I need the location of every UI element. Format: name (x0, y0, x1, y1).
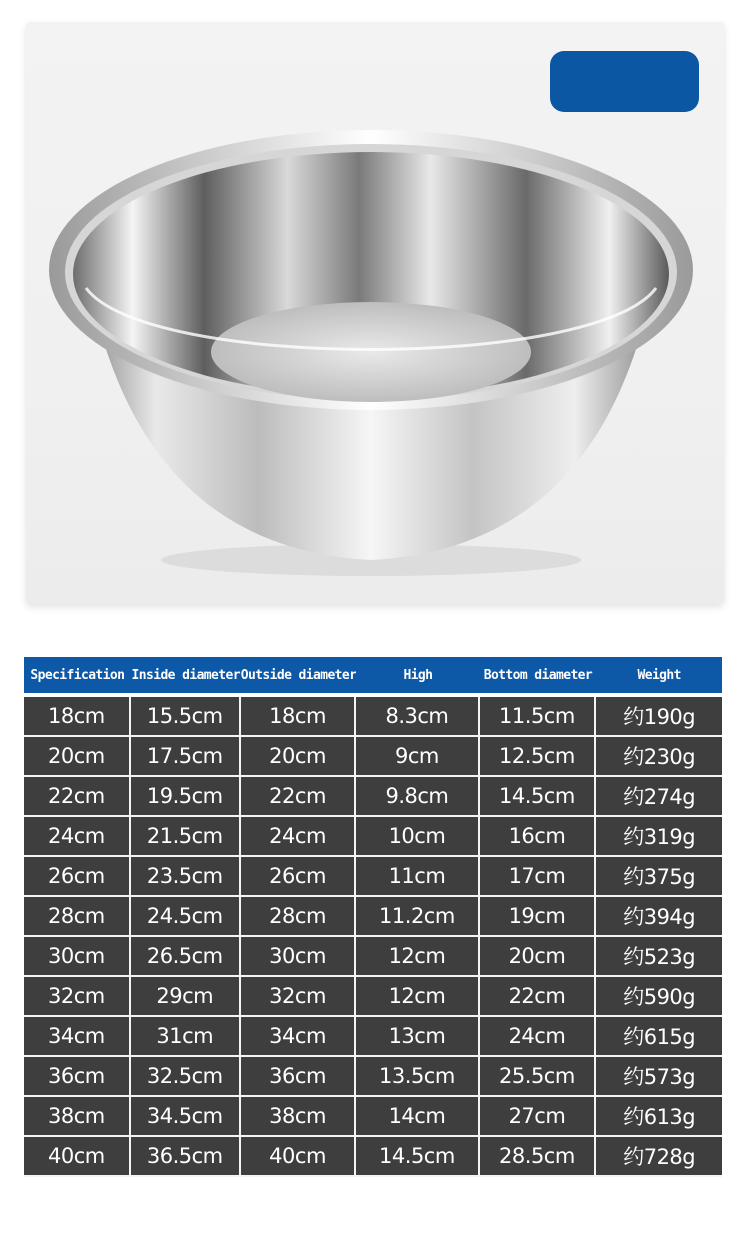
cell-bottom-diameter: 12.5cm (480, 737, 597, 777)
cell-outside-diameter: 38cm (241, 1097, 357, 1137)
cell-high: 10cm (356, 817, 479, 857)
cell-inside-diameter: 24.5cm (131, 897, 241, 937)
cell-outside-diameter: 28cm (241, 897, 357, 937)
cell-bottom-diameter: 14.5cm (480, 777, 597, 817)
cell-bottom-diameter: 22cm (480, 977, 597, 1017)
cell-outside-diameter: 18cm (241, 697, 357, 737)
cell-high: 11.2cm (356, 897, 479, 937)
header-high: High (403, 667, 433, 683)
cell-inside-diameter: 19.5cm (131, 777, 241, 817)
cell-bottom-diameter: 24cm (480, 1017, 597, 1057)
cell-specification: 22cm (24, 777, 131, 817)
table-body (24, 697, 722, 1177)
cell-weight: 约523g (596, 937, 722, 977)
table-row (24, 897, 722, 937)
cell-high: 13cm (356, 1017, 479, 1057)
header-bottom-diameter: Bottom diameter (483, 667, 593, 683)
cell-weight: 约728g (596, 1137, 722, 1177)
cell-weight: 约190g (596, 697, 722, 737)
cell-weight: 约615g (596, 1017, 722, 1057)
cell-weight: 约319g (596, 817, 722, 857)
cell-bottom-diameter: 27cm (480, 1097, 597, 1137)
cell-inside-diameter: 17.5cm (131, 737, 241, 777)
cell-inside-diameter: 32.5cm (131, 1057, 241, 1097)
cell-specification: 30cm (24, 937, 131, 977)
cell-bottom-diameter: 28.5cm (480, 1137, 597, 1177)
cell-specification: 18cm (24, 697, 131, 737)
cell-outside-diameter: 40cm (241, 1137, 357, 1177)
cell-inside-diameter: 36.5cm (131, 1137, 241, 1177)
cell-specification: 32cm (24, 977, 131, 1017)
cell-outside-diameter: 22cm (241, 777, 357, 817)
table-row (24, 1017, 722, 1057)
cell-high: 9.8cm (356, 777, 479, 817)
cell-bottom-diameter: 11.5cm (480, 697, 597, 737)
cell-weight: 约230g (596, 737, 722, 777)
table-row (24, 937, 722, 977)
cell-inside-diameter: 15.5cm (131, 697, 241, 737)
cell-outside-diameter: 20cm (241, 737, 357, 777)
cell-specification: 40cm (24, 1137, 131, 1177)
table-row (24, 737, 722, 777)
cell-weight: 约394g (596, 897, 722, 937)
cell-bottom-diameter: 17cm (480, 857, 597, 897)
table-row (24, 697, 722, 737)
header-specification: Specification (30, 667, 125, 683)
cell-outside-diameter: 32cm (241, 977, 357, 1017)
stainless-bowl-image (46, 120, 696, 580)
cell-inside-diameter: 31cm (131, 1017, 241, 1057)
header-inside-diameter: Inside diameter (131, 667, 240, 683)
cell-outside-diameter: 30cm (241, 937, 357, 977)
cell-specification: 38cm (24, 1097, 131, 1137)
cell-weight: 约613g (596, 1097, 722, 1137)
cell-inside-diameter: 23.5cm (131, 857, 241, 897)
table-row (24, 1057, 722, 1097)
cell-outside-diameter: 34cm (241, 1017, 357, 1057)
cell-high: 14cm (356, 1097, 479, 1137)
table-row (24, 817, 722, 857)
table-row (24, 777, 722, 817)
table-row (24, 1137, 722, 1177)
cell-inside-diameter: 34.5cm (131, 1097, 241, 1137)
cell-specification: 24cm (24, 817, 131, 857)
cell-weight: 约573g (596, 1057, 722, 1097)
table-header-row (24, 657, 722, 693)
header-outside-diameter: Outside diameter (240, 667, 357, 683)
cell-bottom-diameter: 16cm (480, 817, 597, 857)
cell-bottom-diameter: 25.5cm (480, 1057, 597, 1097)
cell-inside-diameter: 26.5cm (131, 937, 241, 977)
cell-weight: 约590g (596, 977, 722, 1017)
cell-weight: 约274g (596, 777, 722, 817)
cell-bottom-diameter: 20cm (480, 937, 597, 977)
size-spec-table (24, 657, 722, 1177)
table-row (24, 857, 722, 897)
header-weight: Weight (637, 667, 681, 683)
cell-inside-diameter: 29cm (131, 977, 241, 1017)
cell-high: 9cm (356, 737, 479, 777)
cell-bottom-diameter: 19cm (480, 897, 597, 937)
cell-specification: 20cm (24, 737, 131, 777)
cell-specification: 36cm (24, 1057, 131, 1097)
table-row (24, 1097, 722, 1137)
cell-specification: 34cm (24, 1017, 131, 1057)
brand-badge (550, 51, 699, 112)
table-row (24, 977, 722, 1017)
cell-high: 8.3cm (356, 697, 479, 737)
cell-high: 13.5cm (356, 1057, 479, 1097)
cell-high: 11cm (356, 857, 479, 897)
cell-high: 14.5cm (356, 1137, 479, 1177)
cell-outside-diameter: 36cm (241, 1057, 357, 1097)
cell-specification: 28cm (24, 897, 131, 937)
cell-inside-diameter: 21.5cm (131, 817, 241, 857)
cell-high: 12cm (356, 977, 479, 1017)
cell-specification: 26cm (24, 857, 131, 897)
cell-high: 12cm (356, 937, 479, 977)
cell-outside-diameter: 26cm (241, 857, 357, 897)
cell-weight: 约375g (596, 857, 722, 897)
cell-outside-diameter: 24cm (241, 817, 357, 857)
